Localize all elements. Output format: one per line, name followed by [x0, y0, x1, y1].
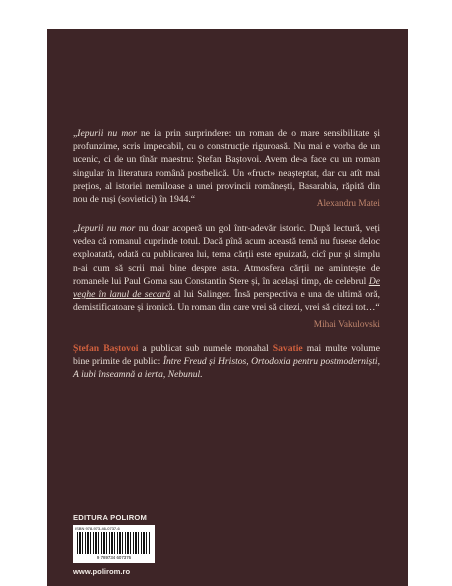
- back-cover: [47, 29, 408, 586]
- quote-author-1: Alexandru Matei: [316, 199, 380, 209]
- barcode-bars: [77, 532, 151, 554]
- quote-text: ne ia prin surprindere: un roman de o mare sensibilitate și profunzime, scris impecabil, cu o construcție riguroasă. Nu mai e vorba de un ucenic, ci de un tînăr maestru: Ștefan Baștovoi. Avem de-a face cu un roman singular în literatura română postbelică. Un «fruct» neașteptat, dar cu atît mai prețios, al istoriei nemiloase a unei provincii românești, Basarabia, răpită din nou de ruși (sovietici) în 1944.: [73, 128, 380, 206]
- publisher-name: EDITURA POLIROM: [73, 513, 148, 522]
- works-list: Între Freud și Hristos, Ortodoxia pentru postmoderniști, A iubi înseamnă a ierta, Nebunul.: [73, 356, 380, 381]
- bio-text: a publicat sub numele monahal: [138, 343, 273, 354]
- quote-paragraph-2: „Iepurii nu mor nu doar acoperă un gol într-adevăr istoric. După lectură, veți vedea că romanul cuprinde totul. Dacă pînă acum această temă nu fusese deloc exploatată, odată cu publicarea lui, tema cărții este epuizată, cicî pur și simplu n-ai cum să scrii mai bine despre asta. Atmosfera cărții ne amintește de romanele lui Paul Goma sau Constantin Stere și, în același timp, de celebrul De veghe în lanul de secară al lui Salinger. Însă perspectiva e una de ultimă oră, demistificatoare și ironică. Un roman din care vrei să citezi, vrei să citezi tot…“: [73, 223, 380, 314]
- quote-text: nu doar acoperă un gol într-adevăr istoric. După lectură, veți vedea că romanul cuprinde totul. Dacă pînă acum această temă nu fusese deloc exploatată, odată cu publicarea lui, tema cărții este epuizată, cicî pur și simplu n-ai cum să scrii mai bine despre asta. Atmosfera cărții ne amintește de romanele lui Paul Goma sau Constantin Stere și, în același timp, de celebrul: [73, 223, 380, 287]
- author-bio: [73, 342, 380, 382]
- publisher-website: www.polirom.ro: [73, 567, 131, 576]
- quote-paragraph-1: „Iepurii nu mor ne ia prin surprindere: un roman de o mare sensibilitate și profunzime, scris impecabil, cu o construcție riguroasă. Nu mai e vorba de un ucenic, ci de un tînăr maestru: Ștefan Baștovoi. Avem de-a face cu un roman singular în literatura română postbelică. Un «fruct» neașteptat, dar cu atît mai prețios, al istoriei nemiloase a unei provincii românești, Basarabia, răpită din nou de ruși (sovietici) în 1944.“: [73, 128, 380, 206]
- isbn-label: ISBN 978-973-46-0737-6: [75, 526, 120, 531]
- monastic-name: Savatie: [272, 343, 303, 354]
- author-name: Ștefan Baștovoi: [73, 343, 139, 354]
- referenced-book-title: De veghe în lanul de secară: [73, 275, 380, 301]
- barcode-number: 9 789734 607376: [96, 555, 132, 560]
- quote-author-2: Mihai Vakulovski: [313, 320, 380, 330]
- book-title: Iepurii nu mor: [77, 128, 137, 139]
- isbn-barcode: [73, 525, 155, 563]
- book-title: Iepurii nu mor: [77, 223, 136, 234]
- quote-text: al lui Salinger. Însă perspectiva e una de ultimă oră, demistificatoare și ironică. Un roman din care vrei să citezi, vrei să citezi tot…: [73, 289, 380, 314]
- bio-text: mai multe volume bine primite de public:: [73, 343, 380, 368]
